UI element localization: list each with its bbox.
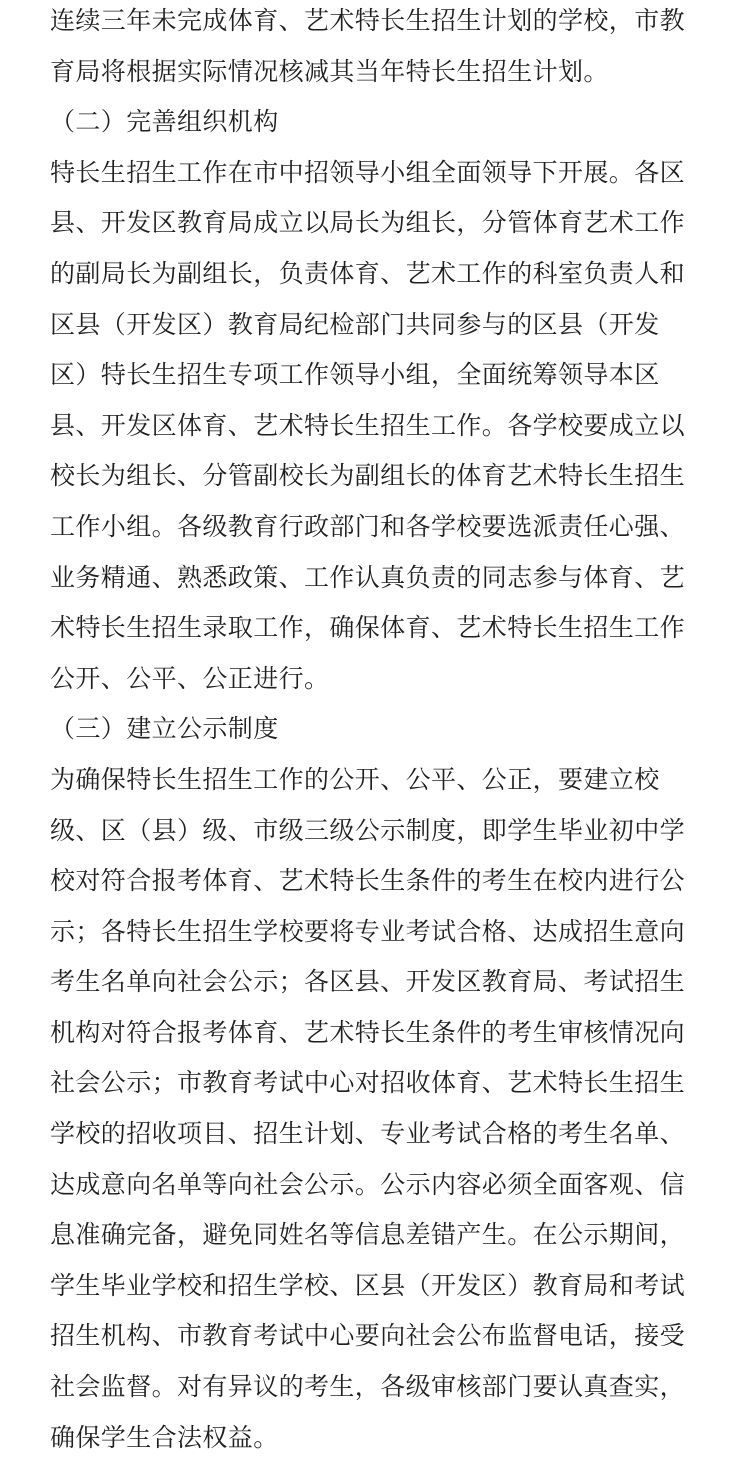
text-line: 息准确完备，避免同姓名等信息差错产生。在公示期间， [50, 1220, 686, 1250]
section-heading-organization: （二）完善组织机构 [50, 107, 279, 137]
text-line: 区）特长生招生专项工作领导小组，全面统筹领导本区 [50, 360, 660, 390]
text-line: 公开、公平、公正进行。 [50, 663, 330, 693]
text-line: 社会监督。对有异议的考生，各级审核部门要认真查实， [50, 1372, 686, 1402]
text-line: 术特长生招生录取工作，确保体育、艺术特长生招生工作 [50, 613, 686, 643]
text-line: 示；各特长生招生学校要将专业考试合格、达成招生意向 [50, 916, 686, 946]
text-line: 校对符合报考体育、艺术特长生条件的考生在校内进行公 [50, 866, 686, 896]
text-line: 校长为组长、分管副校长为副组长的体育艺术特长生招生 [50, 461, 686, 491]
text-line: 考生名单向社会公示；各区县、开发区教育局、考试招生 [50, 967, 686, 997]
text-line: 学校的招收项目、招生计划、专业考试合格的考生名单、 [50, 1119, 686, 1149]
text-line: 特长生招生工作在市中招领导小组全面领导下开展。各区 [50, 157, 686, 187]
text-line: 业务精通、熟悉政策、工作认真负责的同志参与体育、艺 [50, 562, 686, 592]
text-line: 招生机构、市教育考试中心要向社会公布监督电话，接受 [50, 1321, 686, 1351]
text-line: 社会公示；市教育考试中心对招收体育、艺术特长生招生 [50, 1068, 686, 1098]
text-line: 确保学生合法权益。 [50, 1422, 279, 1452]
section-heading-publicity: （三）建立公示制度 [50, 714, 279, 744]
text-line: 的副局长为副组长，负责体育、艺术工作的科室负责人和 [50, 258, 686, 288]
paragraph-publicity [50, 755, 688, 1463]
text-line: 工作小组。各级教育行政部门和各学校要选派责任心强、 [50, 511, 686, 541]
text-line: 区县（开发区）教育局纪检部门共同参与的区县（开发 [50, 309, 660, 339]
text-line: 达成意向名单等向社会公示。公示内容必须全面客观、信 [50, 1169, 686, 1199]
paragraph-organization [50, 148, 688, 705]
text-line: 县、开发区教育局成立以局长为组长，分管体育艺术工作 [50, 208, 686, 238]
paragraph-plan-reduction [50, 0, 688, 97]
text-line: 级、区（县）级、市级三级公示制度，即学生毕业初中学 [50, 815, 686, 845]
text-line: 机构对符合报考体育、艺术特长生条件的考生审核情况向 [50, 1017, 686, 1047]
text-line: 县、开发区体育、艺术特长生招生工作。各学校要成立以 [50, 410, 686, 440]
text-line: 学生毕业学校和招生学校、区县（开发区）教育局和考试 [50, 1270, 686, 1300]
text-line: 育局将根据实际情况核减其当年特长生招生计划。 [50, 56, 609, 86]
text-line: 为确保特长生招生工作的公开、公平、公正，要建立校 [50, 764, 660, 794]
text-line: 连续三年未完成体育、艺术特长生招生计划的学校，市教 [50, 6, 686, 35]
